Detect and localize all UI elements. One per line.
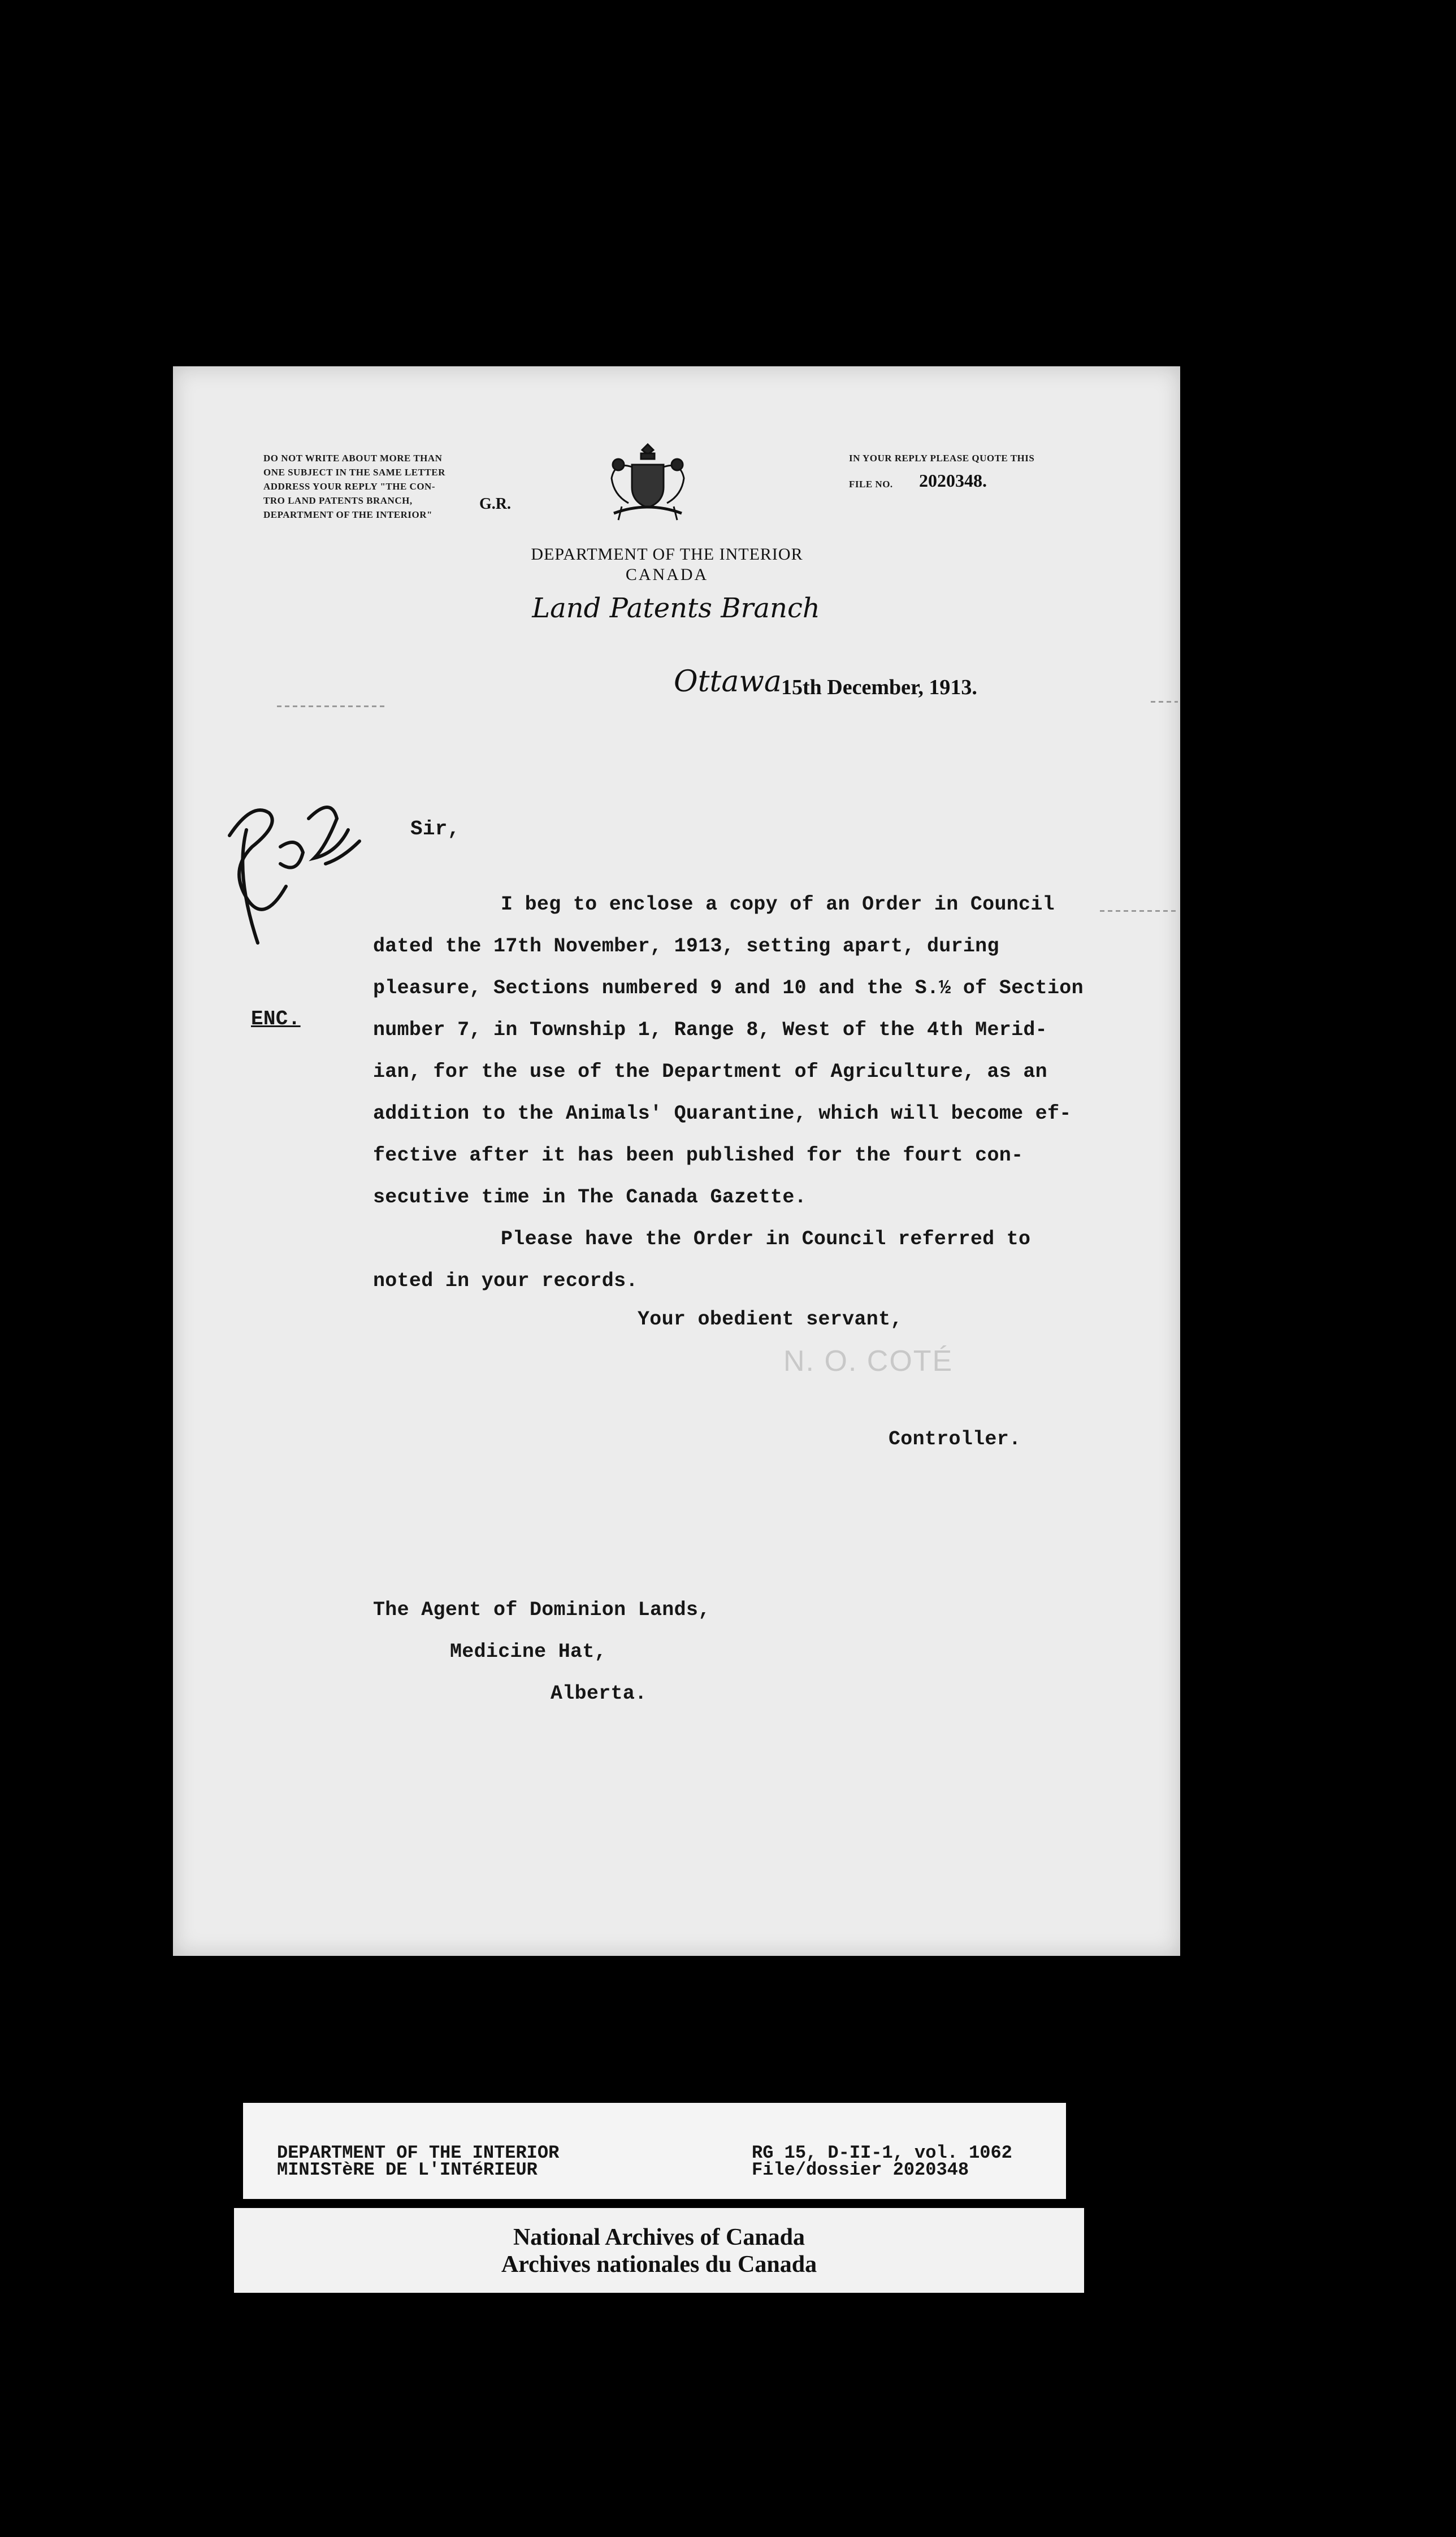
- closing: Your obedient servant,: [638, 1308, 903, 1331]
- addressee-line: Medicine Hat,: [450, 1640, 606, 1663]
- coat-of-arms-icon: [603, 440, 693, 525]
- notice-line: DO NOT WRITE ABOUT MORE THAN: [263, 453, 443, 464]
- body-line: ian, for the use of the Department of Agriculture, as an: [373, 1060, 1047, 1083]
- file-number: File/dossier 2020348: [752, 2159, 969, 2180]
- body-line: Please have the Order in Council referred to: [501, 1228, 1031, 1250]
- letter-place: Ottawa: [674, 665, 782, 699]
- salutation: Sir,: [410, 817, 460, 841]
- archive-name-label: [234, 2208, 1084, 2293]
- letter-page: [173, 366, 1180, 1956]
- handwritten-annotation-icon: [196, 768, 371, 954]
- body-line: addition to the Animals' Quarantine, which will become ef-: [373, 1102, 1072, 1125]
- body-line: noted in your records.: [373, 1270, 638, 1292]
- body-line: pleasure, Sections numbered 9 and 10 and the S.½ of Section: [373, 977, 1084, 999]
- reply-quote-notice: IN YOUR REPLY PLEASE QUOTE THIS: [849, 453, 1035, 464]
- archive-name-en: National Archives of Canada: [513, 2224, 805, 2250]
- reply-instructions: [263, 451, 445, 522]
- signatory-title: Controller.: [889, 1428, 1021, 1451]
- body-line: dated the 17th November, 1913, setting apart, during: [373, 935, 999, 958]
- branch-name: Land Patents Branch: [532, 592, 820, 624]
- body-line: secutive time in The Canada Gazette.: [373, 1186, 807, 1209]
- body-line: number 7, in Township 1, Range 8, West of the 4th Merid-: [373, 1019, 1047, 1041]
- archive-name-fr: Archives nationales du Canada: [501, 2252, 817, 2278]
- fold-mark: [1151, 701, 1178, 703]
- reference-number: RG 15, D-II-1, vol. 1062: [752, 2142, 1012, 2163]
- archive-department: [277, 2142, 560, 2180]
- archive-reference: [752, 2142, 1012, 2180]
- addressee-line: The Agent of Dominion Lands,: [373, 1599, 710, 1621]
- department-name: DEPARTMENT OF THE INTERIOR: [531, 545, 803, 564]
- archive-name: [234, 2224, 1084, 2278]
- royal-cipher: G.R.: [479, 495, 511, 513]
- body-line: I beg to enclose a copy of an Order in Council: [501, 893, 1055, 916]
- file-number: 2020348.: [919, 470, 987, 491]
- addressee-line: Alberta.: [551, 1682, 647, 1705]
- fold-mark: [1100, 910, 1178, 912]
- notice-line: TRO LAND PATENTS BRANCH,: [263, 495, 413, 506]
- notice-line: ADDRESS YOUR REPLY "THE CON-: [263, 481, 435, 492]
- notice-line: ONE SUBJECT IN THE SAME LETTER: [263, 467, 445, 478]
- archive-reference-label: [243, 2103, 1066, 2199]
- country-name: CANADA: [625, 565, 709, 584]
- department-fr: MINISTèRE DE L'INTéRIEUR: [277, 2159, 538, 2180]
- body-line: fective after it has been published for the fourt con-: [373, 1144, 1024, 1167]
- notice-line: DEPARTMENT OF THE INTERIOR": [263, 509, 432, 520]
- department-en: DEPARTMENT OF THE INTERIOR: [277, 2142, 560, 2163]
- letter-date: 15th December, 1913.: [781, 676, 977, 699]
- signature-stamp: N. O. COTÉ: [783, 1345, 954, 1378]
- enclosure-mark: ENC.: [251, 1007, 301, 1031]
- fold-mark: [277, 705, 384, 707]
- file-no-label: FILE NO.: [849, 479, 893, 490]
